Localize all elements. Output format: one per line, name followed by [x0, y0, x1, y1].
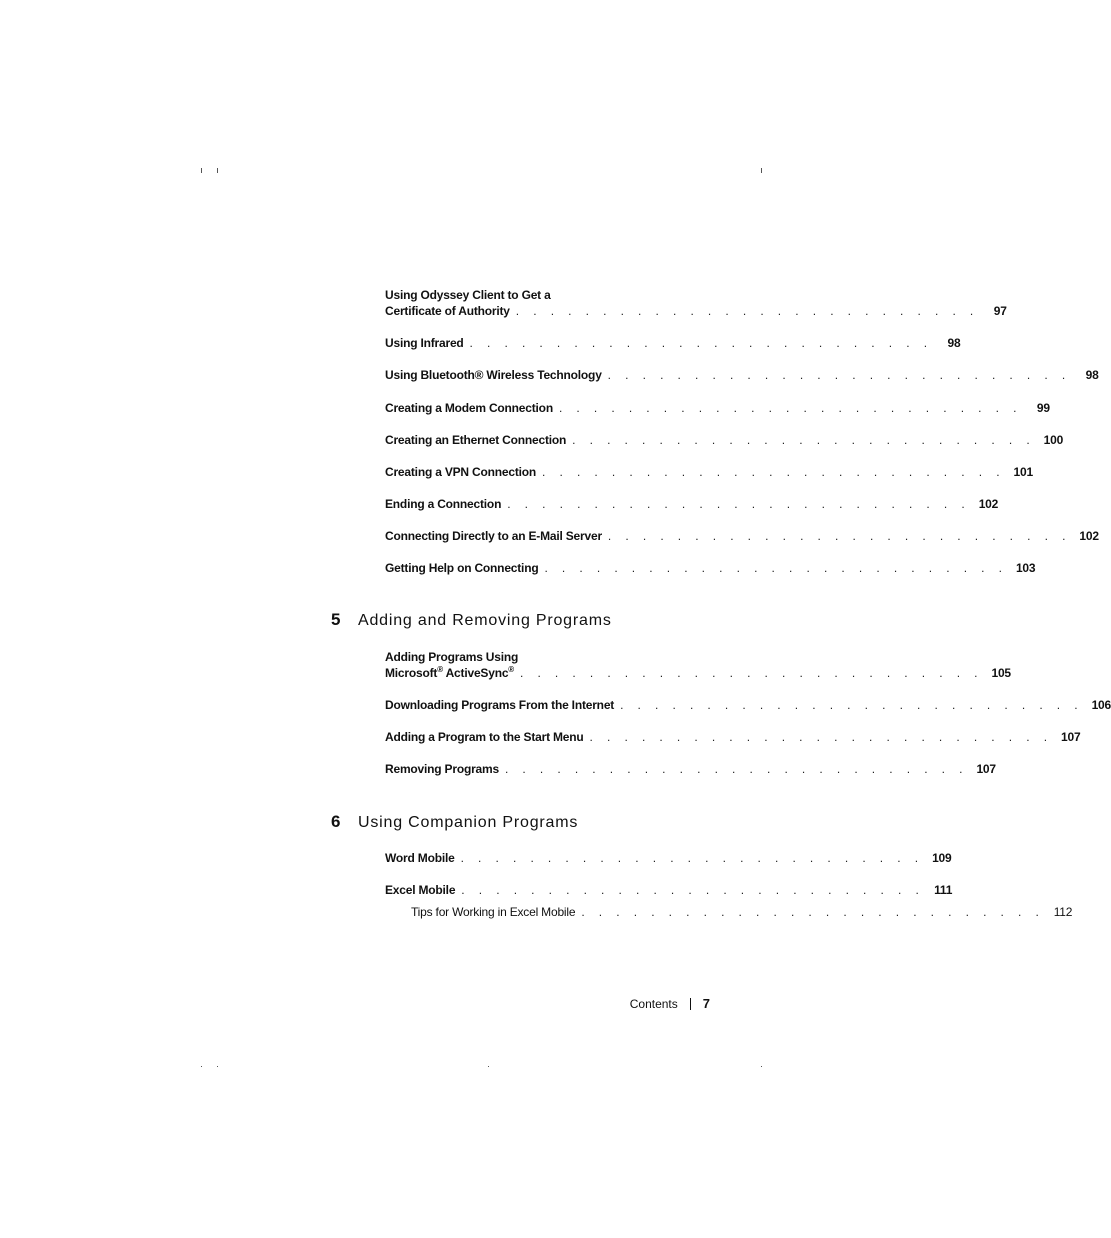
leader-dots: . . . . . . . . . . . . . . . . . . . . . . . . . . . — [607, 368, 1071, 382]
toc-page-number: 106 — [1091, 698, 1111, 712]
leader-dots: . . . . . . . . . . . . . . . . . . . . . . . . . . . — [520, 666, 983, 680]
leader-dots: . . . . . . . . . . . . . . . . . . . . . . . . . . . — [542, 465, 1005, 479]
toc-entry-ethernet[interactable] — [385, 432, 1064, 448]
toc-entry-title: Excel Mobile — [385, 883, 456, 897]
toc-page-number: 97 — [993, 304, 1007, 318]
crop-mark-bottom-left-2 — [217, 1066, 218, 1067]
toc-page-number: 101 — [1013, 465, 1033, 479]
leader-dots: . . . . . . . . . . . . . . . . . . . . . . . . . . . — [607, 529, 1071, 543]
toc-entry-title: Adding a Program to the Start Menu — [385, 730, 584, 744]
toc-entry-modem[interactable] — [385, 400, 1050, 416]
toc-entry-line1: Adding Programs Using — [385, 650, 519, 664]
toc-entry-removing-programs[interactable] — [385, 761, 996, 777]
leader-dots: . . . . . . . . . . . . . . . . . . . . . . . . . . . — [620, 698, 1083, 712]
toc-entry-bluetooth[interactable] — [385, 367, 1099, 383]
registered-mark: ® — [508, 665, 514, 674]
leader-dots: . . . . . . . . . . . . . . . . . . . . . . . . . . . — [558, 401, 1022, 415]
leader-dots: . . . . . . . . . . . . . . . . . . . . . . . . . . . — [460, 851, 924, 865]
leader-dots: . . . . . . . . . . . . . . . . . . . . . . . . . . . — [572, 433, 1036, 447]
leader-dots: . . . . . . . . . . . . . . . . . . . . . . . . . . . — [589, 730, 1053, 744]
toc-entry-title: Removing Programs — [385, 762, 499, 776]
toc-entry-title: Downloading Programs From the Internet — [385, 698, 615, 712]
toc-page-number: 107 — [1061, 730, 1081, 744]
toc-entry-title: Creating an Ethernet Connection — [385, 433, 567, 447]
crop-mark-bottom-left-1 — [201, 1066, 202, 1067]
toc-page-number: 100 — [1043, 433, 1064, 447]
toc-page-number: 98 — [947, 336, 961, 350]
leader-dots: . . . . . . . . . . . . . . . . . . . . . . . . . . . — [581, 905, 1045, 919]
toc-page-number: 109 — [932, 851, 952, 865]
crop-mark-bottom-center — [488, 1066, 489, 1067]
toc-entry-line1: Using Odyssey Client to Get a — [385, 288, 551, 302]
chapter-heading-6[interactable] — [331, 812, 578, 832]
toc-entry-title: Connecting Directly to an E-Mail Server — [385, 529, 602, 543]
toc-entry-title: Microsoft® ActiveSync® — [385, 665, 514, 680]
chapter-number: 6 — [331, 812, 341, 831]
toc-entry-title: Creating a Modem Connection — [385, 401, 553, 415]
toc-entry-odyssey-client[interactable] — [385, 287, 1007, 319]
toc-entry-excel-mobile[interactable] — [385, 882, 953, 898]
toc-page-number: 99 — [1036, 401, 1050, 415]
leader-dots: . . . . . . . . . . . . . . . . . . . . . . . . . . . — [504, 762, 968, 776]
toc-entry-title: Tips for Working in Excel Mobile — [411, 905, 576, 919]
toc-entry-word-mobile[interactable] — [385, 850, 952, 866]
chapter-title: Using Companion Programs — [358, 814, 579, 831]
leader-dots: . . . . . . . . . . . . . . . . . . . . . . . . . . . — [544, 561, 1008, 575]
leader-dots: . . . . . . . . . . . . . . . . . . . . . . . . . . . — [515, 304, 979, 318]
chapter-number: 5 — [331, 610, 341, 629]
footer-separator — [690, 998, 691, 1010]
toc-entry-email-server[interactable] — [385, 528, 1099, 544]
toc-entry-start-menu[interactable] — [385, 729, 1081, 745]
chapter-heading-5[interactable] — [331, 610, 612, 630]
toc-page-number: 105 — [991, 666, 1011, 680]
page-number: 7 — [702, 996, 710, 1011]
toc-entry-title: Word Mobile — [385, 851, 455, 865]
crop-mark-top-left-1 — [201, 168, 202, 173]
toc-entry-adding-programs-activesync[interactable] — [385, 649, 1011, 681]
toc-page-number: 102 — [978, 497, 999, 511]
leader-dots: . . . . . . . . . . . . . . . . . . . . . . . . . . . — [461, 883, 925, 897]
toc-page-number: 103 — [1015, 561, 1036, 575]
crop-mark-bottom-right — [761, 1066, 762, 1067]
toc-page-number: 107 — [976, 762, 996, 776]
toc-page-number: 102 — [1079, 529, 1099, 543]
leader-dots: . . . . . . . . . . . . . . . . . . . . . . . . . . . — [469, 336, 933, 350]
toc-page-number: 112 — [1053, 905, 1073, 919]
toc-entry-title: Ending a Connection — [385, 497, 502, 511]
toc-entry-title: Getting Help on Connecting — [385, 561, 539, 575]
chapter-title: Adding and Removing Programs — [358, 612, 612, 629]
crop-mark-top-left-2 — [217, 168, 218, 173]
page-footer — [600, 996, 710, 1011]
leader-dots: . . . . . . . . . . . . . . . . . . . . . . . . . . . — [507, 497, 971, 511]
toc-entry-ending-connection[interactable] — [385, 496, 999, 512]
toc-entry-help-connecting[interactable] — [385, 560, 1036, 576]
toc-page-number: 111 — [934, 883, 953, 897]
toc-entry-infrared[interactable] — [385, 335, 961, 351]
toc-entry-title: Certificate of Authority — [385, 304, 510, 318]
toc-entry-title: Using Infrared — [385, 336, 464, 350]
toc-page-number: 98 — [1085, 368, 1099, 382]
toc-subentry-excel-tips[interactable] — [411, 904, 1073, 920]
crop-mark-top-right — [761, 168, 762, 173]
footer-label: Contents — [629, 996, 678, 1011]
registered-mark: ® — [437, 665, 443, 674]
toc-entry-vpn[interactable] — [385, 464, 1033, 480]
toc-entry-title: Creating a VPN Connection — [385, 465, 537, 479]
toc-entry-title: Using Bluetooth® Wireless Technology — [385, 368, 602, 382]
toc-entry-downloading-programs[interactable] — [385, 697, 1111, 713]
